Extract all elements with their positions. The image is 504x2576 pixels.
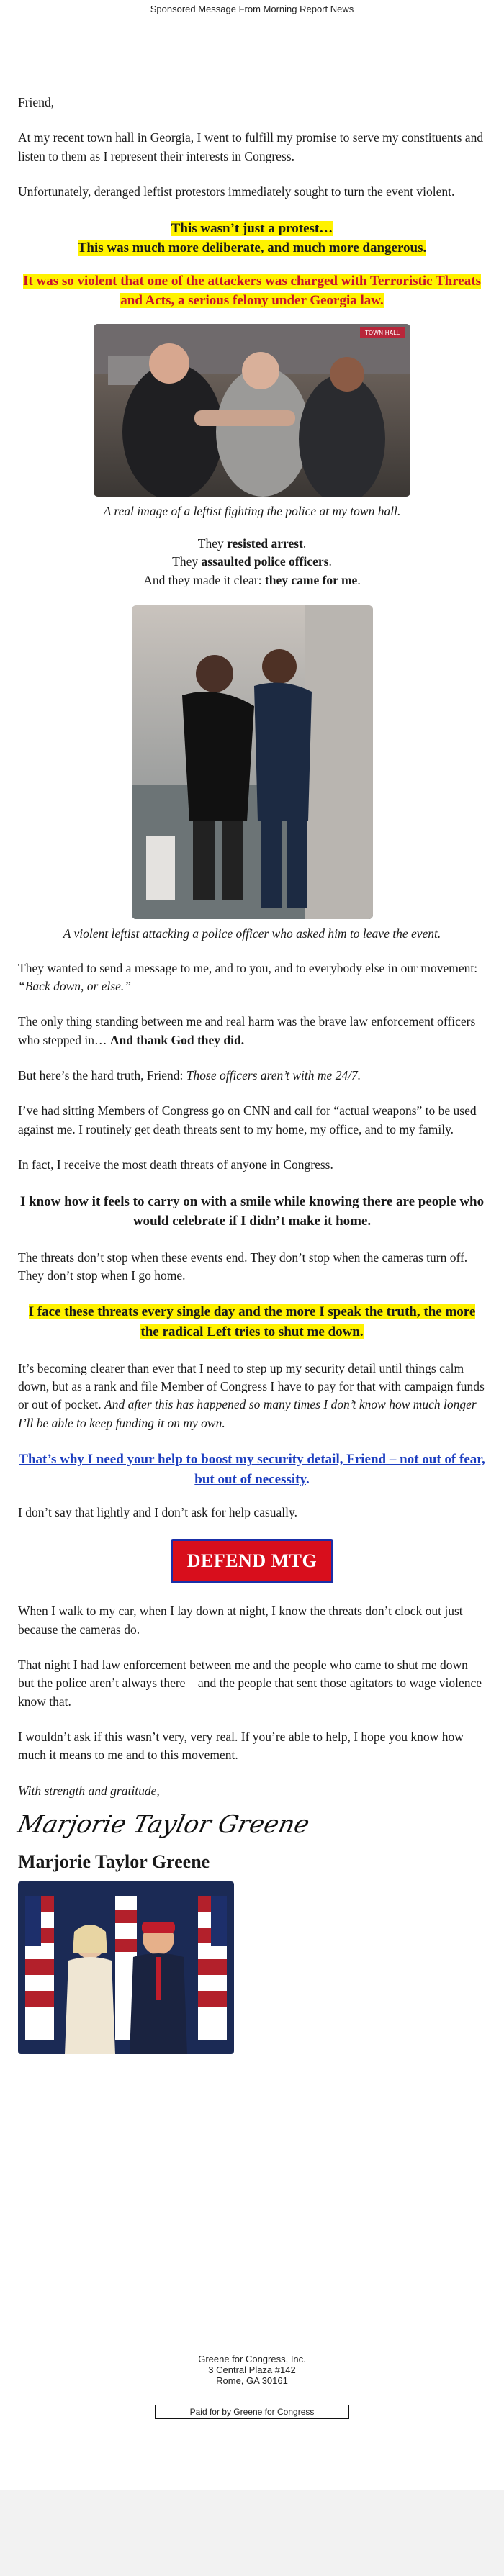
footer-org: Greene for Congress, Inc. — [198, 2354, 306, 2364]
highlight-line-2: This was much more deliberate, and much more dangerous. — [77, 240, 427, 256]
security-detail-link[interactable]: That’s why I need your help to boost my security detail, Friend – not out of fear, but out of necessity — [19, 1452, 485, 1487]
highlight-face-threats: I face these threats every single day and the more I speak the truth, the more the radical Left tries to shut me down. — [28, 1304, 476, 1339]
portrait-photo — [18, 1881, 234, 2054]
they-3: And they made it clear: they came for me. — [143, 572, 361, 587]
they-statements — [18, 535, 486, 589]
paragraph-that-night: That night I had law enforcement between me and the people who came to shut me down but the police aren’t always there – and the people that sent those agitators to wage violence know that. — [18, 1657, 482, 1709]
cta-period: . — [305, 1471, 310, 1487]
highlight-line-1: This wasn’t just a protest… — [171, 220, 333, 236]
paragraph-most-threats: In fact, I receive the most death threats of anyone in Congress. — [18, 1157, 333, 1172]
photo-caption-1: A real image of a leftist fighting the police at my town hall. — [103, 503, 401, 518]
footer — [0, 2354, 504, 2419]
paragraph-hard-truth: But here’s the hard truth, Friend: Those officers aren’t with me 24/7. — [18, 1068, 361, 1083]
sponsored-notice: Sponsored Message From Morning Report News — [0, 0, 504, 19]
footer-gray-band — [0, 2490, 504, 2576]
they-1: They resisted arrest. — [197, 536, 307, 551]
handwritten-signature: Marjorie Taylor Greene — [14, 1810, 312, 1840]
button-wrap — [18, 1539, 486, 1583]
footer-address-2: Rome, GA 30161 — [216, 2375, 288, 2386]
paragraph-violent: Unfortunately, deranged leftist protestors immediately sought to turn the event violent. — [18, 184, 455, 199]
signer-name: Marjorie Taylor Greene — [18, 1851, 210, 1873]
paragraph-officers: The only thing standing between me and real harm was the brave law enforcement officers who stepped in… And thank God they did. — [18, 1014, 476, 1047]
paragraph-security-funding: It’s becoming clearer than ever that I need to step up my security detail until things calm down, but as a rank and file Member of Congress I have to pay for that with campaign funds or out of pocket. And after this has happened so many times I don’t know how much longer I’ll be able to keep funding it on my own. — [18, 1360, 485, 1430]
highlight-not-just-protest — [18, 219, 486, 258]
paragraph-cnn: I’ve had sitting Members of Congress go on CNN and call for “actual weapons” to be used against me. I routinely get death threats sent to my home, my office, and to my family. — [18, 1103, 477, 1136]
town-hall-photo — [94, 324, 410, 497]
highlight-felony-text: It was so violent that one of the attackers was charged with Terroristic Threats and Acts, a serious felony under Georgia law. — [23, 273, 481, 309]
paragraph-intro: At my recent town hall in Georgia, I went to fulfill my promise to serve my constituents and listen to them as I represent their interests in Congress. — [18, 130, 484, 163]
paragraph-very-real: I wouldn’t ask if this wasn’t very, very real. If you’re able to help, I hope you know how much it means to me and to this movement. — [18, 1730, 464, 1763]
paid-for-wrap — [0, 2405, 504, 2419]
photo-sign-text: TOWN HALL — [364, 329, 400, 336]
bold-carry-on: I know how it feels to carry on with a smile while knowing there are people who would celebrate if I didn’t make it home. — [19, 1193, 485, 1229]
paragraph-threats-dont-stop: The threats don’t stop when these events end. They don’t stop when the cameras turn off. They don’t stop when I go home. — [18, 1249, 468, 1283]
photo-caption-2: A violent leftist attacking a police officer who asked him to leave the event. — [63, 926, 441, 941]
closing: With strength and gratitude, — [18, 1783, 160, 1798]
flag-left — [25, 1896, 54, 2040]
they-2: They assaulted police officers. — [172, 554, 332, 569]
email-body — [14, 94, 486, 2054]
paragraph-lightly: I don’t say that lightly and I don’t ask for help casually. — [18, 1505, 297, 1520]
flag-right — [198, 1896, 227, 2040]
footer-address-1: 3 Central Plaza #142 — [208, 2364, 296, 2375]
paid-for-disclaimer: Paid for by Greene for Congress — [155, 2405, 350, 2419]
police-officer-photo — [132, 605, 373, 919]
paragraph-car: When I walk to my car, when I lay down at night, I know the threats don’t clock out just because the cameras do. — [18, 1604, 463, 1637]
cta-link-paragraph — [18, 1450, 486, 1489]
defend-mtg-button[interactable]: DEFEND MTG — [171, 1539, 334, 1583]
highlight-felony — [18, 271, 486, 311]
greeting: Friend, — [18, 95, 55, 109]
paragraph-message: They wanted to send a message to me, and to you, and to everybody else in our movement: “Back down, or else.” — [18, 960, 478, 993]
